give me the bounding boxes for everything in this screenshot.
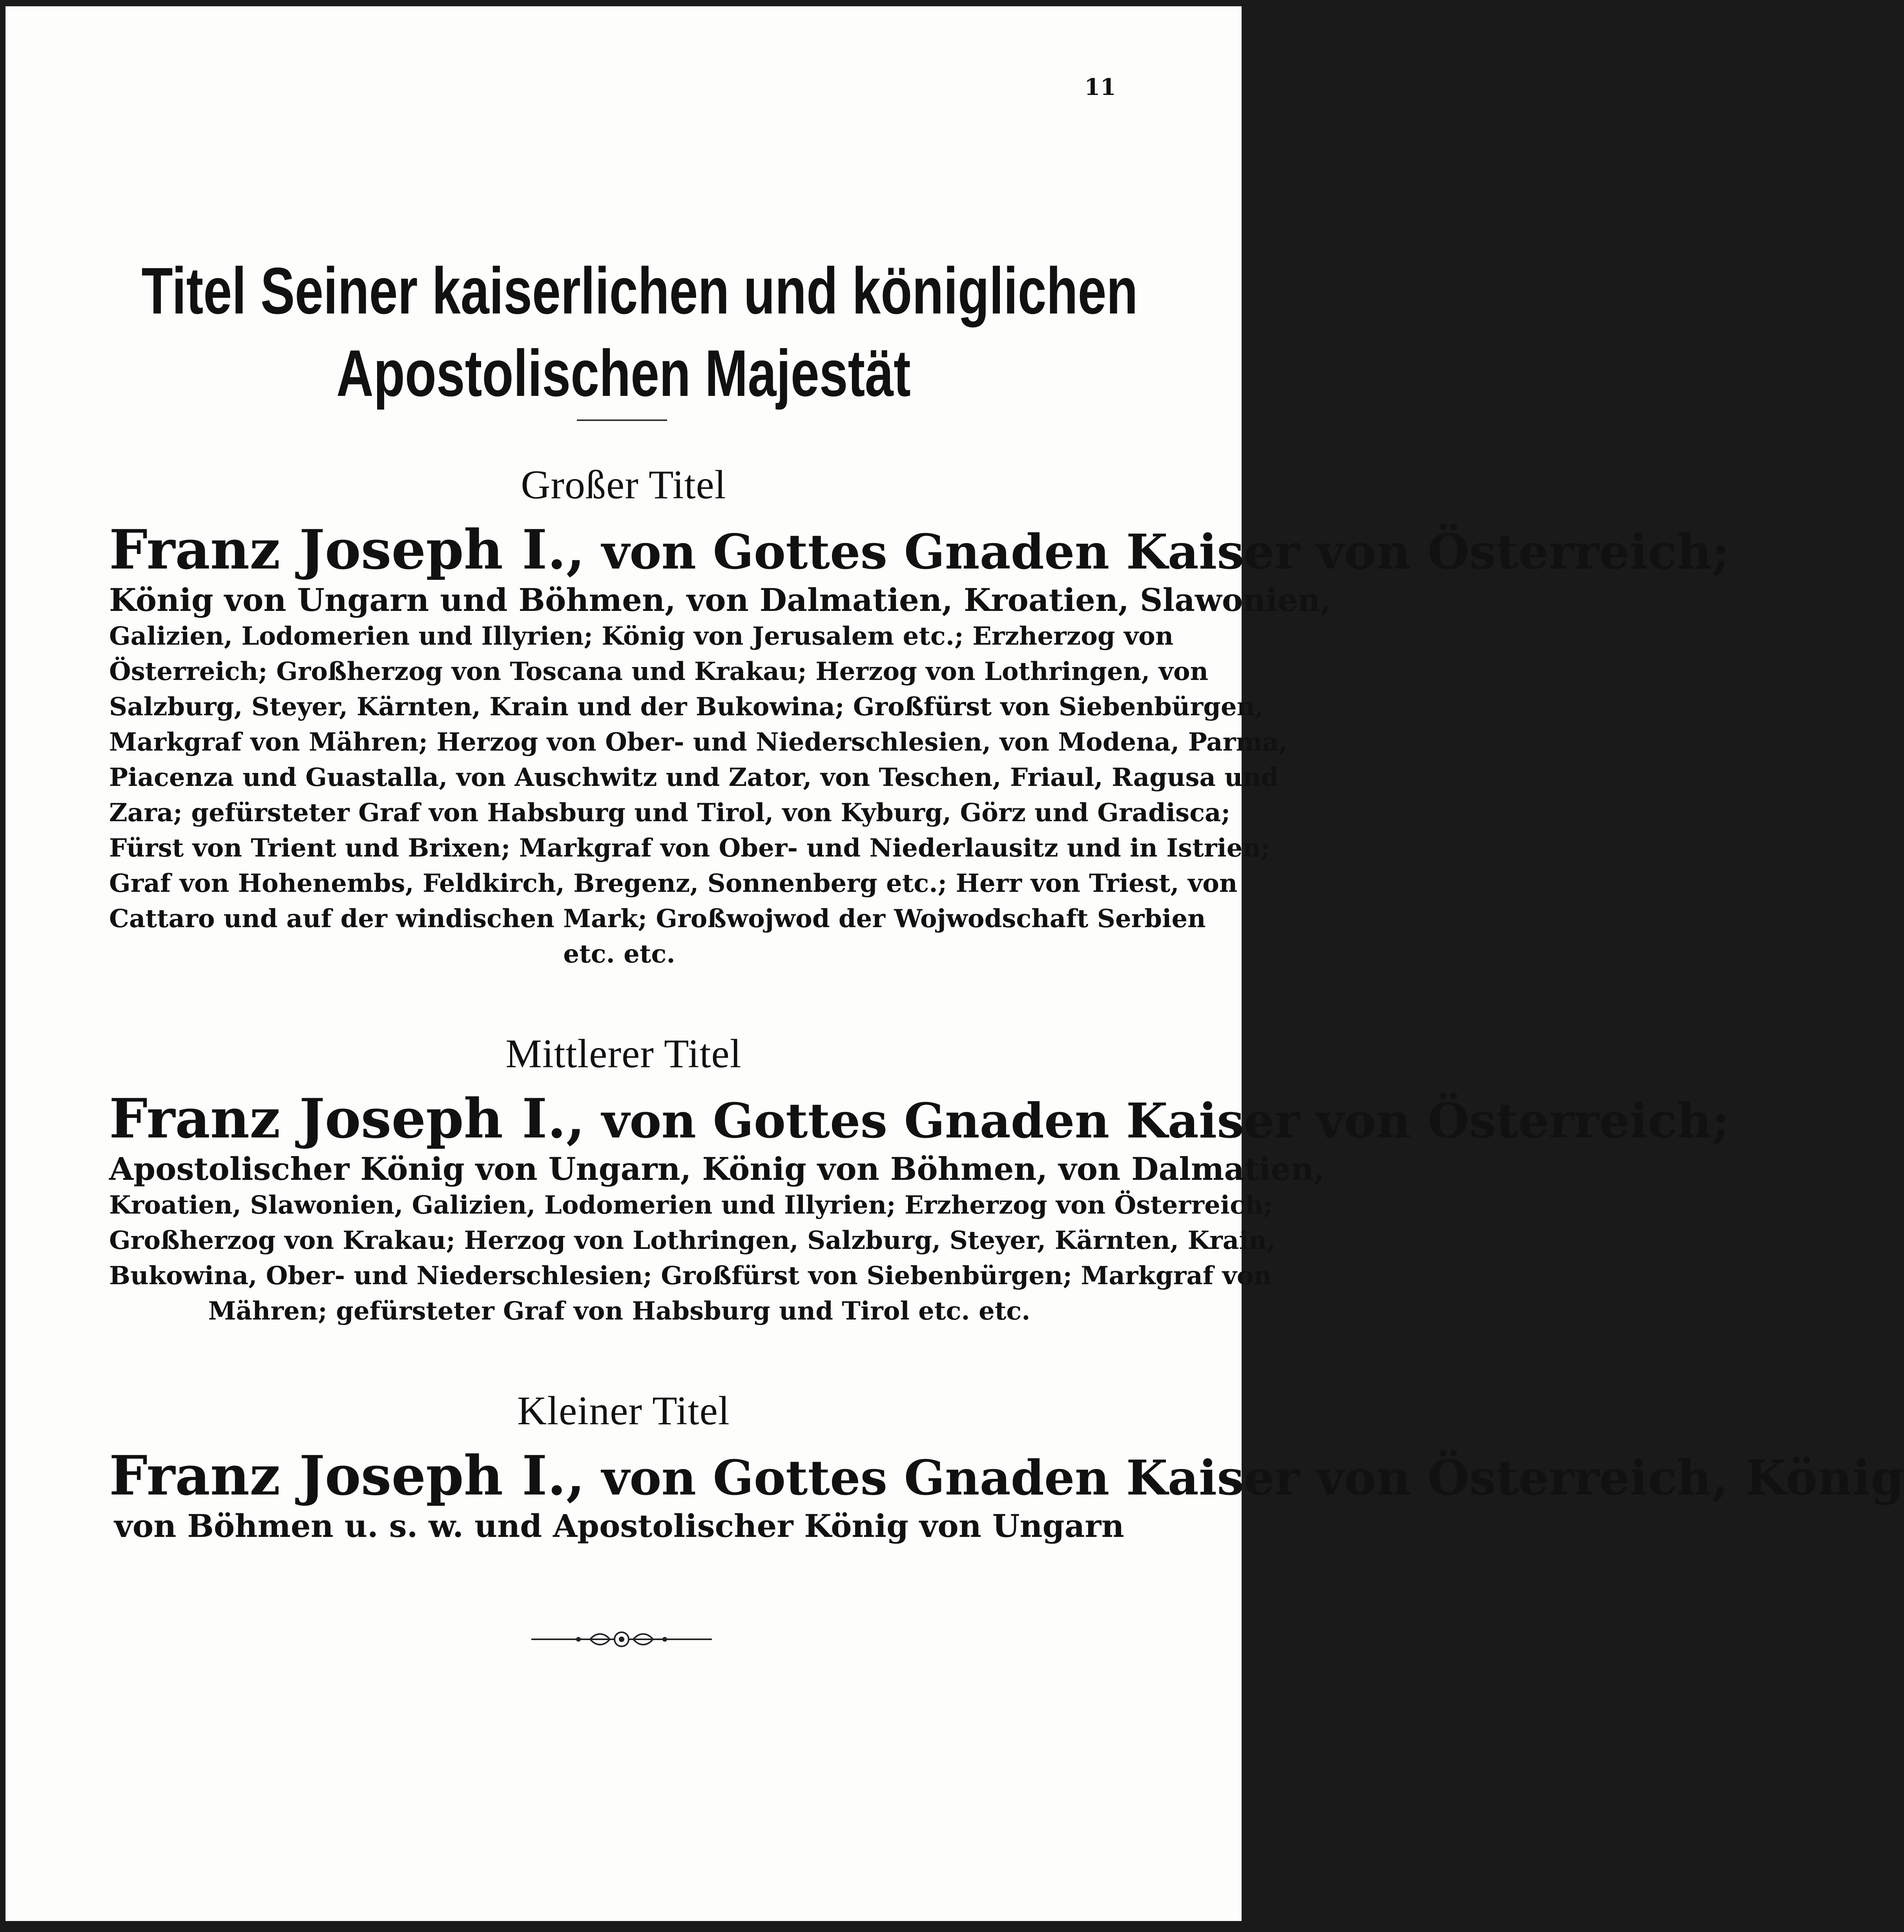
- grosser-titel-line-6: Markgraf von Mähren; Herzog von Ober- und Niederschlesien, von Modena, Parma,: [109, 727, 1288, 757]
- page-title-line-2: Apostolischen Majestät: [336, 336, 911, 410]
- kleiner-titel-line-2: von Böhmen u. s. w. und Apostolischer König von Ungarn: [114, 1507, 1124, 1544]
- grosser-titel-line-8: Zara; gefürsteter Graf von Habsburg und Tirol, von Kyburg, Görz und Gradisca;: [109, 798, 1231, 827]
- mittlerer-titel-line-5: Bukowina, Ober- und Niederschlesien; Großfürst von Siebenbürgen; Markgraf von: [109, 1261, 1272, 1290]
- page-title: [5, 250, 1242, 414]
- mittlerer-titel-line-3: Kroatien, Slawonien, Galizien, Lodomerien und Illyrien; Erzherzog von Österreich;: [109, 1190, 1273, 1220]
- ruler-name: Franz Joseph I.,: [109, 1086, 585, 1150]
- grosser-titel-line-11: Cattaro und auf der windischen Mark; Großwojwod der Wojwodschaft Serbien: [109, 904, 1206, 933]
- ruler-name: Franz Joseph I.,: [109, 1444, 585, 1507]
- page-title-line-1: Titel Seiner kaiserlichen und königlichen: [141, 254, 1138, 328]
- grosser-titel-text: [109, 518, 1730, 972]
- grosser-titel-line-4: Österreich; Großherzog von Toscana und Krakau; Herzog von Lothringen, von: [109, 657, 1209, 686]
- heading-mittlerer-titel: Mittlerer Titel: [505, 1031, 742, 1076]
- title-divider: [577, 419, 667, 421]
- document-page: [5, 6, 1904, 1921]
- kleiner-titel-text: [109, 1444, 1904, 1545]
- ornament-divider-icon: [531, 1628, 712, 1651]
- grosser-titel-line-12: etc. etc.: [563, 939, 675, 969]
- kleiner-titel-line-1: von Gottes Gnaden Kaiser von Österreich, König: [602, 1449, 1904, 1506]
- mittlerer-titel-text: [109, 1086, 1730, 1329]
- grosser-titel-line-3: Galizien, Lodomerien und Illyrien; König von Jerusalem etc.; Erzherzog von: [109, 622, 1174, 651]
- mittlerer-titel-line-6: Mähren; gefürsteter Graf von Habsburg und Tirol etc. etc.: [208, 1296, 1030, 1326]
- mittlerer-titel-name-line: [109, 1086, 1730, 1150]
- grosser-titel-name-line: [109, 518, 1730, 581]
- grosser-titel-line-2: König von Ungarn und Böhmen, von Dalmatien, Kroatien, Slawonien,: [109, 581, 1331, 618]
- grosser-titel-line-1: von Gottes Gnaden Kaiser von Österreich;: [602, 523, 1730, 580]
- ruler-name: Franz Joseph I.,: [109, 518, 585, 581]
- mittlerer-titel-line-4: Großherzog von Krakau; Herzog von Lothringen, Salzburg, Steyer, Kärnten, Krain,: [109, 1226, 1276, 1255]
- grosser-titel-line-9: Fürst von Trient und Brixen; Markgraf von Ober- und Niederlausitz und in Istrien;: [109, 833, 1270, 863]
- grosser-titel-line-10: Graf von Hohenembs, Feldkirch, Bregenz, Sonnenberg etc.; Herr von Triest, von: [109, 869, 1238, 898]
- mittlerer-titel-line-1: von Gottes Gnaden Kaiser von Österreich;: [602, 1092, 1730, 1149]
- kleiner-titel-name-line: [109, 1444, 1904, 1507]
- grosser-titel-line-5: Salzburg, Steyer, Kärnten, Krain und der Bukowina; Großfürst von Siebenbürgen,: [109, 692, 1264, 722]
- mittlerer-titel-line-2: Apostolischer König von Ungarn, König von Böhmen, von Dalmatien,: [109, 1150, 1325, 1187]
- grosser-titel-line-7: Piacenza und Guastalla, von Auschwitz und Zator, von Teschen, Friaul, Ragusa und: [109, 763, 1279, 792]
- page-number: 11: [1084, 74, 1116, 100]
- heading-grosser-titel: Großer Titel: [521, 462, 726, 507]
- heading-kleiner-titel: Kleiner Titel: [517, 1388, 730, 1433]
